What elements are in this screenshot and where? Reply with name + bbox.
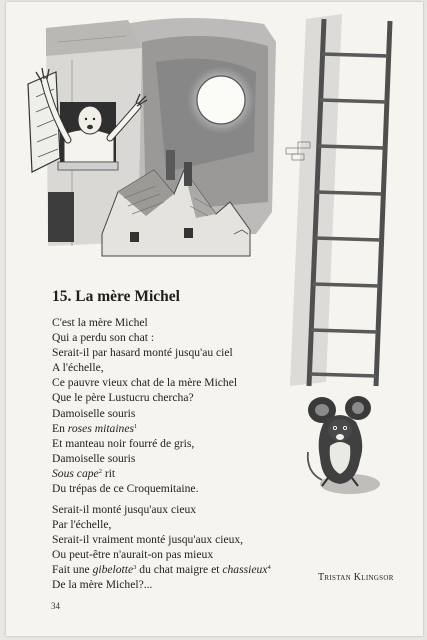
verse-line bbox=[52, 563, 271, 578]
verse-line: Et manteau noir fourré de gris, bbox=[52, 436, 195, 450]
verse-line: Serait-il vraiment monté jusqu'aux cieux, bbox=[52, 532, 244, 546]
italic-phrase: roses mitaines bbox=[67, 421, 135, 435]
verse-line: Ou peut-être n'aurait-on pas mieux bbox=[52, 547, 214, 561]
poem-number: 15. bbox=[52, 288, 72, 305]
verse-line bbox=[52, 467, 198, 482]
italic-phrase: chassieux bbox=[222, 562, 268, 576]
mouse bbox=[308, 396, 380, 494]
stanza-1 bbox=[52, 316, 237, 405]
verse-line: Ce pauvre vieux chat de la mère Michel bbox=[52, 375, 238, 389]
verse-line: Qui a perdu son chat : bbox=[52, 330, 155, 344]
book-page bbox=[6, 2, 423, 636]
ladder bbox=[290, 14, 390, 386]
moon bbox=[187, 66, 255, 134]
footnote-mark: 3 bbox=[133, 563, 137, 571]
italic-phrase: Sous cape bbox=[52, 466, 99, 480]
verse-text: du chat maigre et bbox=[136, 562, 223, 576]
verse-line: Du trépas de ce Croquemitaine. bbox=[52, 481, 199, 495]
poem-title-text: La mère Michel bbox=[75, 288, 180, 305]
page-number: 34 bbox=[51, 601, 60, 611]
verse-line: C'est la mère Michel bbox=[52, 316, 148, 329]
verse-line: Par l'échelle, bbox=[52, 517, 112, 531]
italic-phrase: gibelotte bbox=[92, 562, 134, 576]
verse-line bbox=[52, 422, 198, 437]
verse-text: rit bbox=[101, 466, 116, 480]
poem-title bbox=[52, 288, 180, 306]
footnote-mark: 1 bbox=[134, 422, 138, 430]
stanza-2 bbox=[52, 407, 198, 496]
verse-line: Serait-il monté jusqu'aux cieux bbox=[52, 503, 197, 516]
verse-text: En bbox=[52, 421, 68, 435]
verse-line: Serait-il par hasard monté jusqu'au ciel bbox=[52, 345, 233, 359]
verse-line: Damoiselle souris bbox=[52, 451, 136, 465]
verse-line: Que le père Lustucru chercha? bbox=[52, 390, 194, 404]
verse-line: A l'échelle, bbox=[52, 360, 104, 374]
stanza-3 bbox=[52, 503, 271, 592]
verse-line: Damoiselle souris bbox=[52, 407, 136, 420]
footnote-mark: 2 bbox=[98, 467, 102, 475]
verse-text: Fait une bbox=[52, 562, 93, 576]
poem-author: Tristan Klingsor bbox=[318, 572, 394, 583]
footnote-mark: 4 bbox=[267, 563, 271, 571]
verse-line: De la mère Michel?... bbox=[52, 577, 153, 591]
